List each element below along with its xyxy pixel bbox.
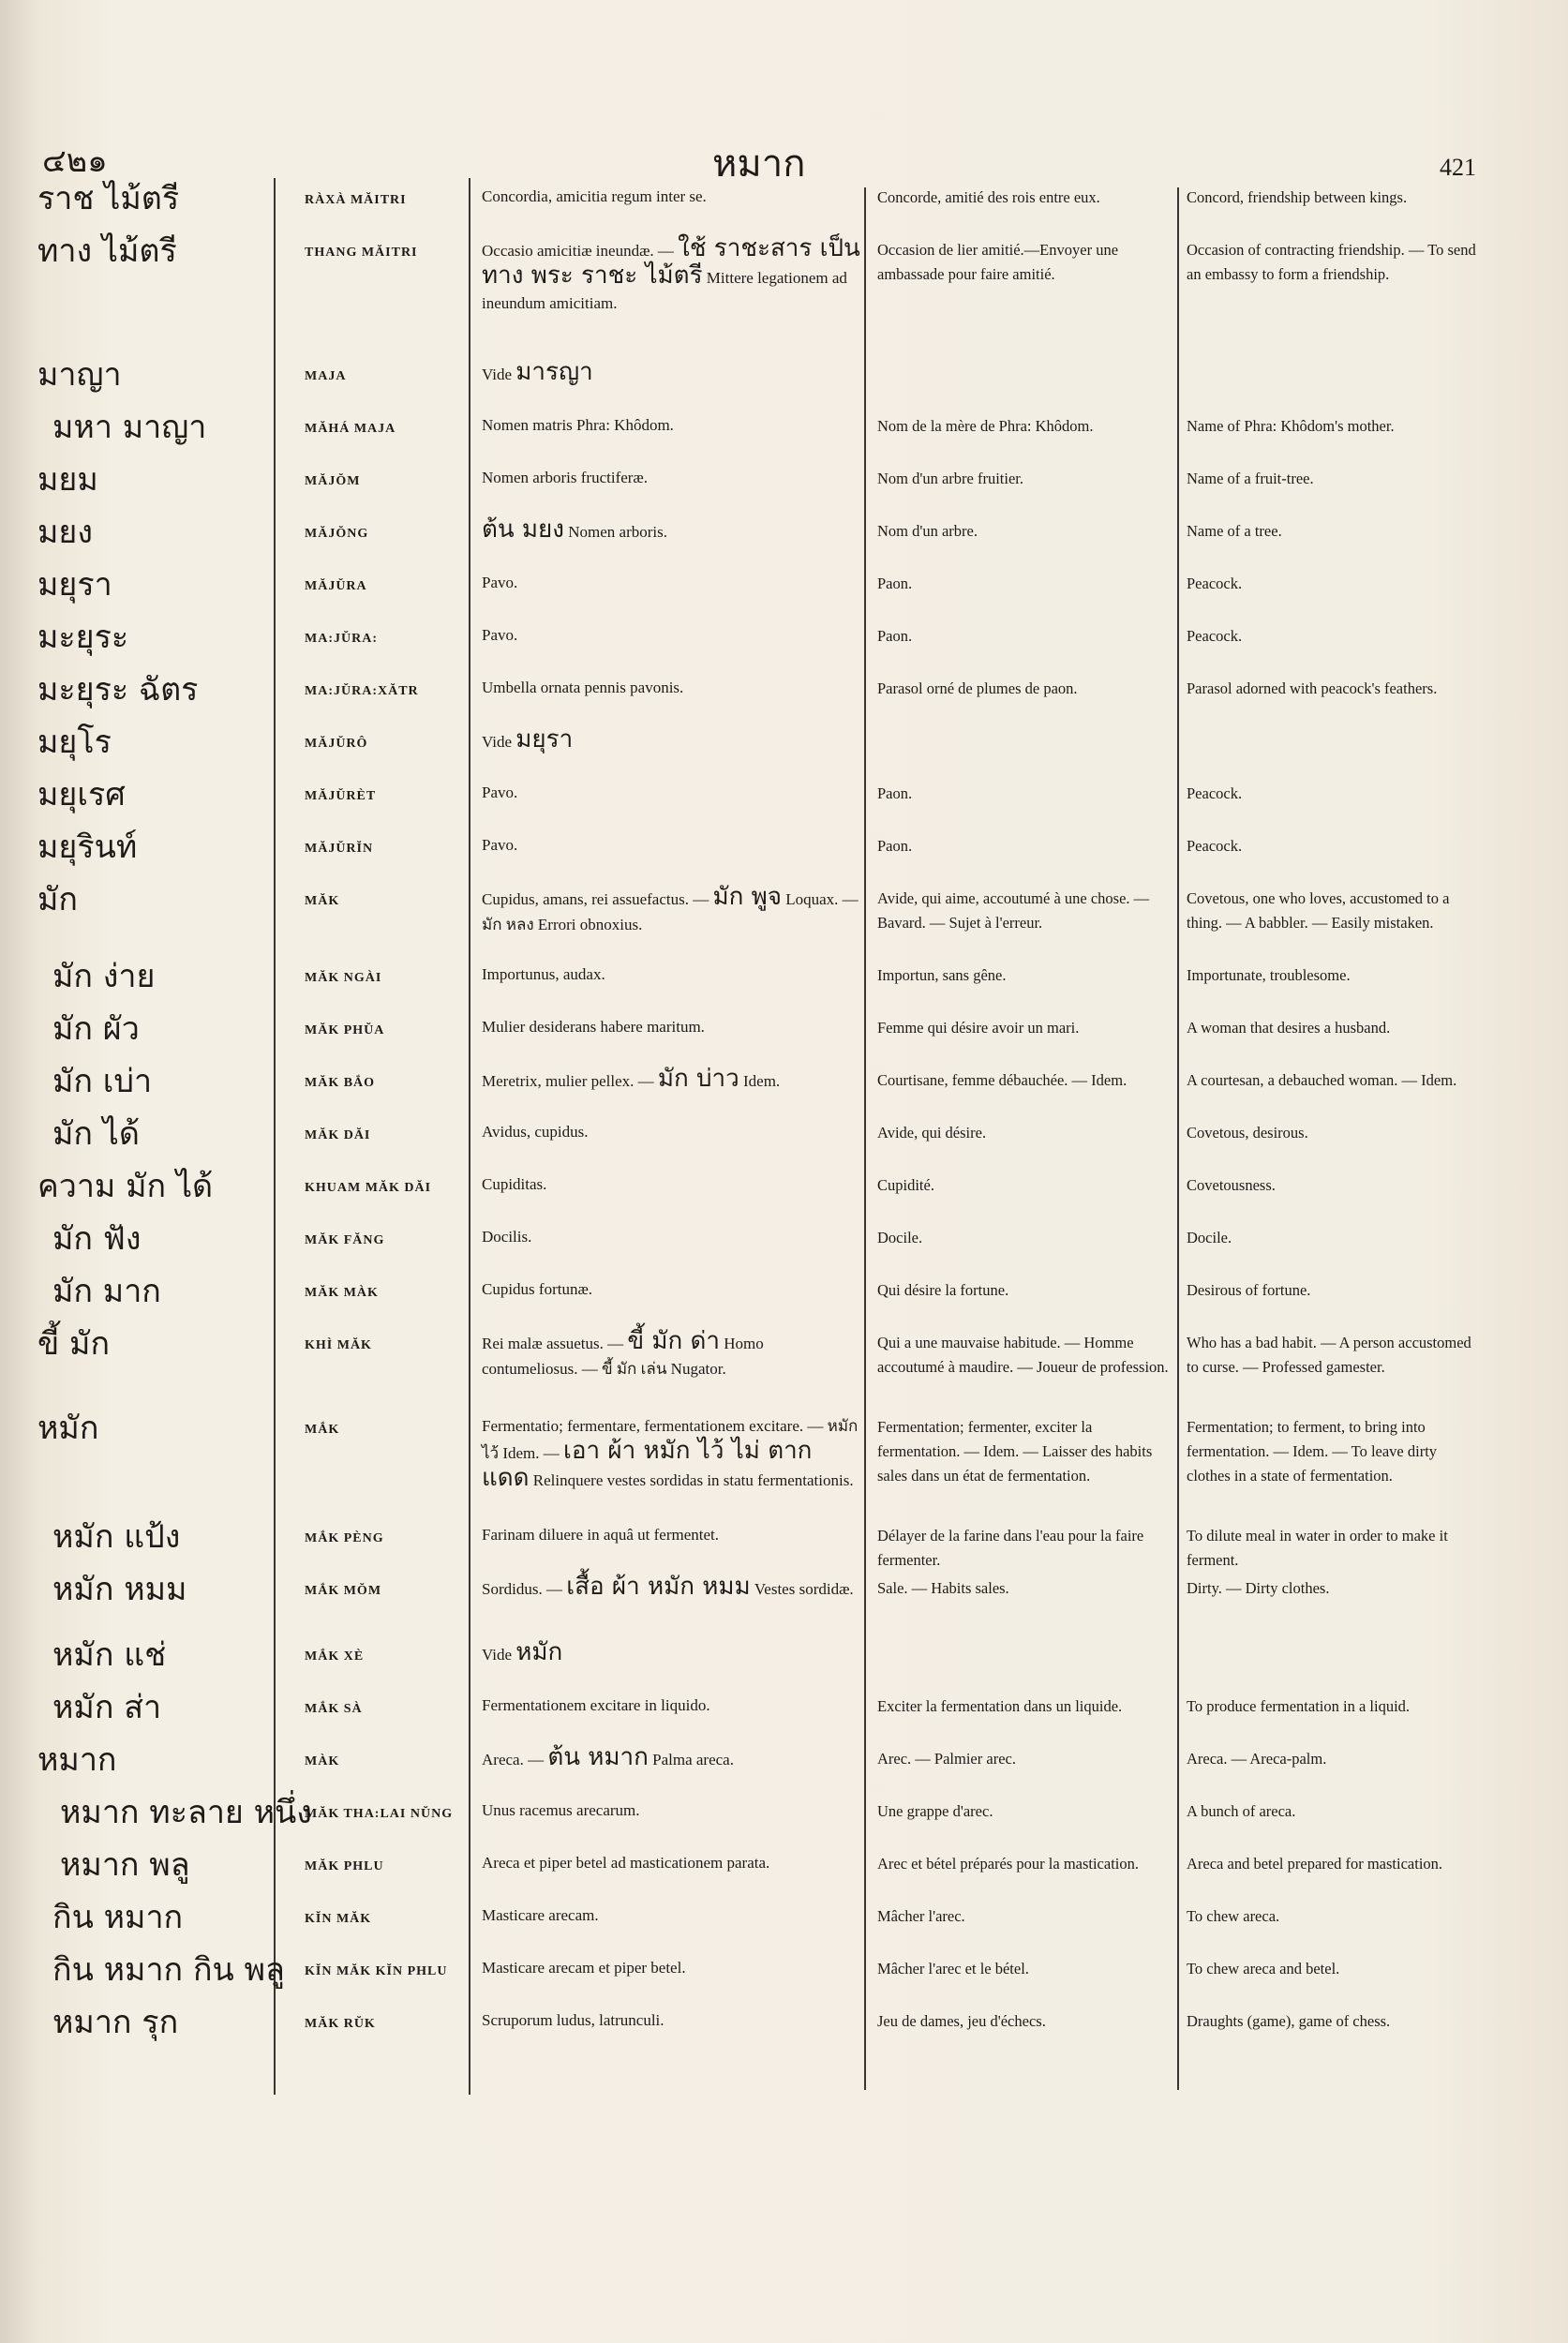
entry-english: Peacock. [1187, 627, 1243, 645]
entry-french: Nom d'un arbre fruitier. [877, 470, 1024, 487]
entry-english: A courtesan, a debauched woman. — Idem. [1187, 1071, 1457, 1089]
dictionary-entry [0, 774, 1568, 827]
entry-romanization: MĂK MÀK [305, 1286, 379, 1300]
entry-english: Dirty. — Dirty clothes. [1187, 1579, 1330, 1597]
entry-latin [482, 512, 860, 545]
entry-french: Exciter la fermentation dans un liquide. [877, 1697, 1123, 1715]
entry-french: Nom d'un arbre. [877, 522, 978, 540]
page-header [0, 129, 1568, 186]
dictionary-entry [0, 1218, 1568, 1271]
entry-french: Nom de la mère de Phra: Khôdom. [877, 417, 1094, 435]
entry-latin: Pavo. [482, 836, 518, 854]
entry-thai-headword: หมัก หมม [52, 1571, 187, 1608]
entry-romanization: MĂJŎM [305, 474, 361, 488]
dictionary-entry [0, 1113, 1568, 1166]
entry-romanization: KHÌ MĂK [305, 1338, 372, 1352]
entry-thai-headword: กิน หมาก กิน พลู [52, 1951, 285, 1989]
latin-text-pre: Areca. — [482, 1751, 548, 1768]
dictionary-entry [0, 669, 1568, 722]
entry-english: Importunate, troublesome. [1187, 966, 1351, 984]
dictionary-entries [0, 178, 1568, 2054]
entry-english: Peacock. [1187, 575, 1243, 592]
latin-thai-example: ใช้ ราชะสาร เป็น ทาง พระ ราชะ ไม้ตรี [482, 234, 860, 290]
dictionary-entry [0, 1949, 1568, 2002]
entry-english: Docile. [1187, 1229, 1232, 1246]
entry-romanization: MẮK PÈNG [305, 1531, 384, 1545]
entry-romanization: MẮK XÈ [305, 1649, 365, 1664]
entry-romanization: MĂJŬRÔ [305, 737, 368, 751]
entry-romanization: MÀK [305, 1754, 340, 1768]
entry-latin: Unus racemus arecarum. [482, 1801, 640, 1819]
dictionary-entry [0, 354, 1568, 407]
entry-latin: Avidus, cupidus. [482, 1123, 589, 1141]
latin-text-post: Vestes sordidæ. [750, 1580, 854, 1598]
entry-thai-headword: กิน หมาก [52, 1899, 184, 1936]
dictionary-entry [0, 1008, 1568, 1061]
latin-thai-example: ต้น หมาก [547, 1743, 649, 1771]
dictionary-entry [0, 1844, 1568, 1897]
latin-text-pre: Occasio amicitiæ ineundæ. — [482, 242, 679, 260]
entry-romanization: MĂK PHŬA [305, 1023, 385, 1037]
entry-thai-headword: มัก เบ่า [52, 1063, 153, 1100]
dictionary-entry [0, 1408, 1568, 1516]
latin-text-post: Relinquere vestes sordidas in statu fermentationis. [529, 1471, 854, 1489]
latin-text-post: Mittere legationem ad ineundum amicitiam. [482, 269, 847, 312]
entry-romanization: RÀXÀ MĂITRI [305, 193, 407, 207]
entry-thai-headword: หมัก แช่ [52, 1636, 167, 1674]
entry-romanization: MAJA [305, 369, 347, 383]
entry-thai-headword: มะยุระ [37, 619, 129, 656]
entry-english: Who has a bad habit. — A person accustomed to curse. — Professed gamester. [1187, 1334, 1471, 1376]
entry-latin: Docilis. [482, 1228, 532, 1246]
entry-french: Arec et bétel préparés pour la mastication. [877, 1855, 1140, 1873]
entry-english [1187, 1634, 1482, 1642]
entry-english: Concord, friendship between kings. [1187, 188, 1408, 206]
entry-english: Name of a tree. [1187, 522, 1282, 540]
entry-french: Avide, qui aime, accoutumé à une chose. — Bavard. — Sujet à l'erreur. [877, 889, 1150, 932]
entry-latin: Importunus, audax. [482, 965, 605, 983]
entry-thai-headword: มยม [37, 461, 98, 499]
entry-latin: Mulier desiderans habere maritum. [482, 1018, 705, 1036]
entry-romanization: MĂK FĂNG [305, 1233, 385, 1247]
entry-french: Mâcher l'arec et le bétel. [877, 1960, 1029, 1977]
dictionary-entry [0, 1166, 1568, 1218]
latin-text-pre: Vide [482, 366, 516, 383]
entry-thai-headword: หมาก [37, 1741, 117, 1779]
dictionary-entry [0, 1569, 1568, 1634]
dictionary-entry [0, 1634, 1568, 1687]
entry-french: Paon. [877, 575, 913, 592]
entry-thai-headword: มาญา [37, 356, 122, 394]
entry-thai-headword: หมาก ทะลาย หนึ่ง [60, 1794, 312, 1831]
dictionary-entry [0, 1739, 1568, 1792]
latin-text-post: Loquax. — มัก หลง Errori obnoxius. [482, 890, 859, 933]
entry-english: A woman that desires a husband. [1187, 1019, 1391, 1037]
entry-romanization: MĂJŎNG [305, 527, 369, 541]
dictionary-entry [0, 459, 1568, 512]
entry-thai-headword: มัก ได้ [52, 1115, 140, 1153]
entry-english: Parasol adorned with peacock's feathers. [1187, 679, 1438, 697]
entry-thai-headword: ทาง ไม้ตรี [37, 232, 177, 270]
entry-french: Qui désire la fortune. [877, 1281, 1009, 1299]
entry-english [1187, 354, 1482, 362]
latin-thai-example: เอา ผ้า หมัก ไว้ ไม่ ตาก แดด [482, 1437, 813, 1492]
entry-latin [482, 1061, 860, 1094]
latin-text-pre: Vide [482, 1646, 516, 1664]
latin-thai-example: มยุรา [515, 725, 574, 754]
entry-thai-headword: หมาก รุก [52, 2004, 179, 2041]
entry-thai-headword: ขี้ มัก [37, 1325, 111, 1363]
entry-english: Occasion of contracting friendship. — To send an embassy to form a friendship. [1187, 241, 1476, 283]
entry-romanization: MĂJŬRĬN [305, 842, 374, 856]
dictionary-entry [0, 564, 1568, 617]
entry-english: Fermentation; to ferment, to bring into fermentation. — Idem. — To leave dirty clothes in a state of fermentation. [1187, 1418, 1438, 1485]
dictionary-entry [0, 617, 1568, 669]
entry-french: Parasol orné de plumes de paon. [877, 679, 1078, 697]
entry-thai-headword: มยุรินท์ [37, 828, 138, 866]
entry-french: Arec. — Palmier arec. [877, 1750, 1016, 1768]
entry-romanization: THANG MĂITRI [305, 246, 418, 260]
page-number: 421 [1440, 154, 1476, 181]
entry-english: Peacock. [1187, 837, 1243, 855]
entry-english: To produce fermentation in a liquid. [1187, 1697, 1411, 1715]
latin-text-post: Homo contumeliosus. — ขี้ มัก เล่น Nugator. [482, 1335, 764, 1378]
entry-latin: Umbella ornata pennis pavonis. [482, 679, 684, 696]
latin-thai-example: มัก พูจ [712, 883, 782, 911]
entry-french: Paon. [877, 837, 913, 855]
entry-latin: Nomen matris Phra: Khôdom. [482, 416, 674, 434]
entry-romanization: MĂK [305, 894, 340, 908]
dictionary-entry [0, 178, 1568, 231]
entry-romanization: MĂK BẮO [305, 1076, 376, 1090]
entry-romanization: MĂK PHLU [305, 1859, 384, 1873]
entry-english: Peacock. [1187, 784, 1243, 802]
entry-french: Une grappe d'arec. [877, 1802, 993, 1820]
dictionary-entry [0, 827, 1568, 879]
latin-text-pre: Sordidus. — [482, 1580, 567, 1598]
entry-latin [482, 1739, 860, 1772]
entry-english: A bunch of areca. [1187, 1802, 1296, 1820]
entry-english: Areca and betel prepared for mastication. [1187, 1855, 1443, 1873]
entry-french: Paon. [877, 784, 913, 802]
entry-thai-headword: มัก ผัว [52, 1010, 140, 1048]
entry-latin: Farinam diluere in aquâ ut fermentet. [482, 1526, 720, 1544]
entry-thai-headword: มยง [37, 514, 93, 551]
latin-text-post: Palma areca. [648, 1751, 734, 1768]
entry-english: To chew areca and betel. [1187, 1960, 1340, 1977]
entry-english: Areca. — Areca-palm. [1187, 1750, 1327, 1768]
entry-latin [482, 231, 860, 316]
entry-latin: Cupiditas. [482, 1175, 547, 1193]
latin-thai-example: ต้น มยง [482, 515, 564, 544]
entry-thai-headword: มัก [37, 881, 78, 918]
entry-english: To chew areca. [1187, 1907, 1280, 1925]
entry-french: Femme qui désire avoir un mari. [877, 1019, 1080, 1037]
dictionary-entry [0, 1687, 1568, 1739]
entry-thai-headword: มหา มาญา [52, 409, 207, 446]
running-title: หมาก [712, 142, 806, 186]
entry-thai-headword: มะยุระ ฉัตร [37, 671, 199, 709]
latin-thai-example: เสื้อ ผ้า หมัก หมม [566, 1573, 751, 1601]
entry-romanization: MĂJŬRA [305, 579, 367, 593]
dictionary-entry [0, 1061, 1568, 1113]
entry-romanization: MẮK MŎM [305, 1584, 382, 1598]
entry-romanization: MA:JŬRA:XĂTR [305, 684, 419, 698]
dictionary-entry [0, 1897, 1568, 1949]
latin-thai-example: มัก บ่าว [657, 1065, 739, 1093]
latin-thai-example: หมัก [515, 1638, 563, 1666]
entry-latin [482, 722, 860, 754]
dictionary-entry [0, 1516, 1568, 1569]
entry-latin [482, 1634, 860, 1667]
entry-romanization: KHUAM MĂK DĂI [305, 1181, 432, 1195]
dictionary-entry [0, 722, 1568, 774]
entry-french: Sale. — Habits sales. [877, 1579, 1009, 1597]
entry-thai-headword: หมัก ส่า [52, 1689, 162, 1726]
dictionary-entry [0, 1323, 1568, 1408]
entry-french [877, 354, 1170, 362]
entry-thai-headword: มัก มาก [52, 1273, 161, 1310]
entry-french: Docile. [877, 1229, 923, 1246]
latin-text-pre: Fermentatio; fermentare, fermentationem excitare. — หมัก ไว้ Idem. — [482, 1417, 859, 1462]
entry-thai-headword: มยุรา [37, 566, 112, 604]
latin-text-post: Idem. [739, 1072, 781, 1090]
entry-english: Name of a fruit-tree. [1187, 470, 1314, 487]
latin-thai-example: ขี้ มัก ด่า [627, 1327, 721, 1355]
latin-text-pre: Rei malæ assuetus. — [482, 1335, 628, 1352]
entry-latin: Pavo. [482, 574, 518, 591]
latin-text-pre: Meretrix, mulier pellex. — [482, 1072, 658, 1090]
entry-thai-headword: ราช ไม้ตรี [37, 180, 180, 217]
entry-latin: Pavo. [482, 626, 518, 644]
dictionary-entry [0, 1792, 1568, 1844]
dictionary-entry [0, 956, 1568, 1008]
page-number-thai: ๔๒๑ [42, 142, 108, 180]
latin-text-post: Nomen arboris. [564, 523, 668, 541]
entry-latin [482, 1569, 860, 1602]
dictionary-entry [0, 407, 1568, 459]
entry-thai-headword: ความ มัก ได้ [37, 1168, 214, 1205]
entry-romanization: MA:JŬRA: [305, 632, 378, 646]
entry-thai-headword: มัก ฟัง [52, 1220, 142, 1258]
dictionary-entry [0, 1271, 1568, 1323]
entry-romanization: MĂK THA:LAI NŬNG [305, 1807, 454, 1821]
entry-french: Courtisane, femme débauchée. — Idem. [877, 1071, 1127, 1089]
entry-french: Occasion de lier amitié.—Envoyer une ambassade pour faire amitié. [877, 241, 1119, 283]
entry-french: Concorde, amitié des rois entre eux. [877, 188, 1100, 206]
entry-english: To dilute meal in water in order to make it ferment. [1187, 1527, 1448, 1569]
entry-romanization: KĬN MĂK KĬN PHLU [305, 1964, 448, 1978]
entry-romanization: MĂK DĂI [305, 1128, 371, 1142]
entry-romanization: MẮK [305, 1423, 340, 1437]
entry-romanization: MĂJŬRÈT [305, 789, 377, 803]
entry-english: Name of Phra: Khôdom's mother. [1187, 417, 1395, 435]
latin-text-pre: Vide [482, 733, 516, 751]
dictionary-entry [0, 231, 1568, 354]
dictionary-entry [0, 2002, 1568, 2054]
entry-french: Cupidité. [877, 1176, 934, 1194]
entry-french: Qui a une mauvaise habitude. — Homme accoutumé à maudire. — Joueur de profession. [877, 1334, 1169, 1376]
entry-latin: Cupidus fortunæ. [482, 1280, 593, 1298]
dictionary-entry [0, 879, 1568, 956]
entry-english: Covetous, desirous. [1187, 1124, 1308, 1142]
entry-english [1187, 722, 1482, 729]
entry-latin: Concordia, amicitia regum inter se. [482, 187, 707, 205]
entry-french: Avide, qui désire. [877, 1124, 987, 1142]
entry-latin: Areca et piper betel ad masticationem parata. [482, 1854, 770, 1872]
entry-english: Draughts (game), game of chess. [1187, 2012, 1391, 2030]
entry-thai-headword: มยุเรศ [37, 776, 126, 813]
entry-thai-headword: มยุโร [37, 724, 112, 761]
entry-french: Importun, sans gêne. [877, 966, 1007, 984]
dictionary-entry [0, 512, 1568, 564]
entry-french: Délayer de la farine dans l'eau pour la faire fermenter. [877, 1527, 1144, 1569]
entry-latin: Nomen arboris fructiferæ. [482, 469, 649, 486]
entry-romanization: MĂHÁ MAJA [305, 422, 396, 436]
entry-english: Covetousness. [1187, 1176, 1276, 1194]
entry-romanization: MĂK NGÀI [305, 971, 382, 985]
entry-french: Jeu de dames, jeu d'échecs. [877, 2012, 1046, 2030]
entry-thai-headword: หมาก พลู [60, 1846, 190, 1884]
entry-latin [482, 1408, 860, 1493]
entry-thai-headword: หมัก [37, 1410, 99, 1447]
entry-latin: Masticare arecam et piper betel. [482, 1959, 686, 1977]
entry-latin [482, 1323, 860, 1381]
entry-english: Desirous of fortune. [1187, 1281, 1311, 1299]
entry-latin [482, 879, 860, 937]
entry-romanization: KĬN MĂK [305, 1912, 372, 1926]
entry-latin: Masticare arecam. [482, 1906, 599, 1924]
entry-romanization: MẮK SÀ [305, 1702, 363, 1716]
entry-thai-headword: หมัก แป้ง [52, 1518, 181, 1556]
entry-french [877, 722, 1170, 729]
entry-thai-headword: มัก ง่าย [52, 958, 156, 995]
entry-latin: Pavo. [482, 783, 518, 801]
entry-french: Fermentation; fermenter, exciter la fermentation. — Idem. — Laisser des habits sales dans un état de fermentation. [877, 1418, 1153, 1485]
entry-french: Mâcher l'arec. [877, 1907, 965, 1925]
entry-english: Covetous, one who loves, accustomed to a thing. — A babbler. — Easily mistaken. [1187, 889, 1450, 932]
entry-latin [482, 354, 860, 387]
entry-romanization: MĂK RŬK [305, 2017, 376, 2031]
entry-latin: Scruporum ludus, latrunculi. [482, 2011, 665, 2029]
latin-text-pre: Cupidus, amans, rei assuefactus. — [482, 890, 713, 908]
entry-french [877, 1634, 1170, 1642]
latin-thai-example: มารญา [515, 358, 593, 386]
entry-latin: Fermentationem excitare in liquido. [482, 1696, 710, 1714]
entry-french: Paon. [877, 627, 913, 645]
